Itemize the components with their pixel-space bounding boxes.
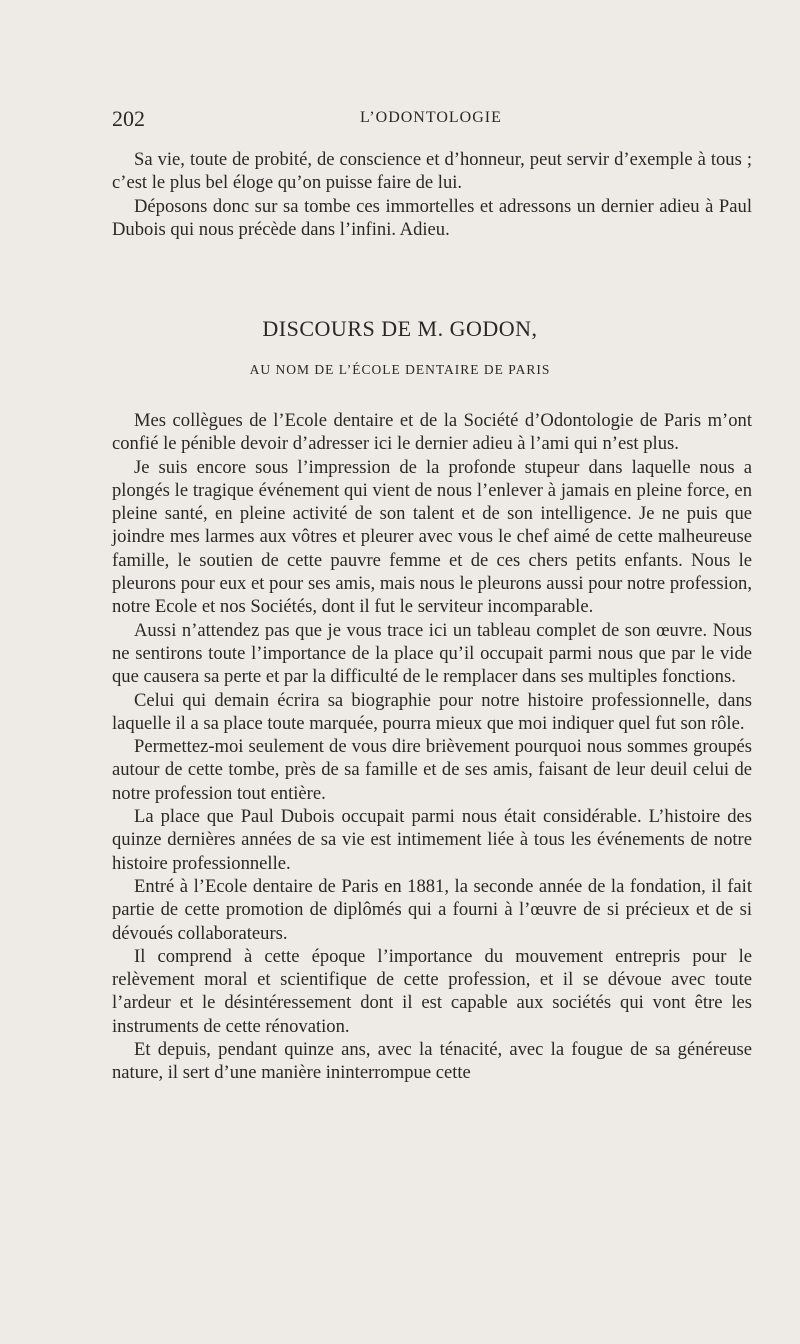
paragraph: La place que Paul Dubois occupait parmi nous était considérable. L’histoire des quinze dernières années de sa vie est intimement liée à tous les événements de notre histoire professionnelle. — [112, 806, 752, 874]
running-title: L’ODONTOLOGIE — [360, 109, 502, 126]
paragraph: Permettez-moi seulement de vous dire brièvement pourquoi nous sommes groupés autour de cette tombe, près de sa famille et de ses amis, faisant de leur deuil celui de notre profession tout entière. — [112, 736, 752, 804]
section-title: DISCOURS DE M. GODON, — [262, 316, 538, 341]
paragraph: Mes collègues de l’Ecole dentaire et de la Société d’Odontologie de Paris m’ont confié le pénible devoir d’adresser ici le dernier adieu à l’ami qui n’est plus. — [112, 410, 752, 455]
section-subtitle: AU NOM DE L’ÉCOLE DENTAIRE DE PARIS — [249, 362, 551, 377]
page-header — [112, 106, 752, 136]
main-text-block — [112, 409, 752, 1085]
paragraph: Et depuis, pendant quinze ans, avec la ténacité, avec la fougue de sa généreuse nature, il sert d’une manière ininterrompue cette — [112, 1039, 752, 1084]
paragraph: Sa vie, toute de probité, de conscience et d’honneur, peut servir d’exemple à tous ; c’est le plus bel éloge qu’on puisse faire de lui. — [112, 149, 752, 194]
intro-text-block — [112, 148, 752, 241]
paragraph: Déposons donc sur sa tombe ces immortelles et adressons un dernier adieu à Paul Dubois qui nous précède dans l’infini. Adieu. — [112, 195, 752, 240]
paragraph: Je suis encore sous l’impression de la profonde stupeur dans laquelle nous a plongés le tragique événement qui vient de nous l’enlever à jamais en pleine force, en pleine santé, en pleine activité de son talent et de son intelligence. Je ne puis que joindre mes larmes aux vôtres et pleurer avec vous le chef aimé de cette malheureuse famille, le soutien de cette pauvre femme et de ces chers petits enfants. Nous le pleurons pour eux et pour ses amis, mais nous le pleurons aussi pour notre profession, notre Ecole et nos Sociétés, dont il fut le serviteur incomparable. — [112, 456, 752, 618]
paragraph: Aussi n’attendez pas que je vous trace ici un tableau complet de son œuvre. Nous ne sentirons toute l’importance de la place qu’il occupait parmi nous que par le vide que causera sa perte et par la difficulté de le remplacer dans ses multiples fonctions. — [112, 619, 752, 688]
page-number: 202 — [112, 106, 145, 131]
paragraph: Entré à l’Ecole dentaire de Paris en 1881, la seconde année de la fondation, il fait partie de cette promotion de diplômés qui a fourni à l’œuvre de si précieux et de si dévoués collaborateurs. — [112, 875, 752, 944]
paragraph: Il comprend à cette époque l’importance du mouvement entrepris pour le relèvement moral et scientifique de cette profession, et il se dévoue avec toute l’ardeur et le désintéressement dont il est capable aux sociétés qui vont être les instruments de cette rénovation. — [112, 945, 752, 1037]
paragraph: Celui qui demain écrira sa biographie pour notre histoire professionnelle, dans laquelle il a sa place toute marquée, pourra mieux que moi indiquer quel fut son rôle. — [112, 689, 752, 734]
